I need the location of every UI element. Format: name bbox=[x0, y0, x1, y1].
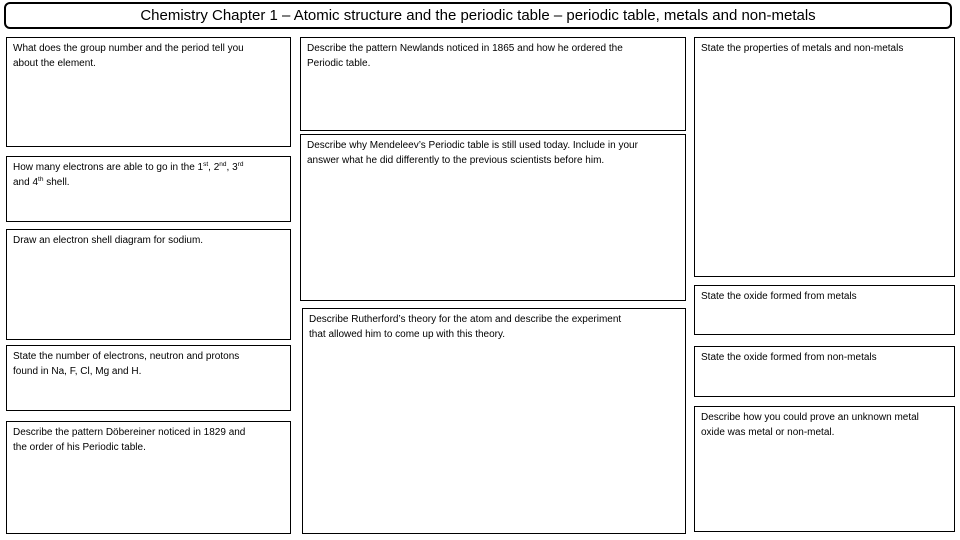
question-box-electrons-per-shell[interactable] bbox=[6, 156, 291, 222]
question-prompt: State the oxide formed from non-metals bbox=[701, 352, 877, 363]
question-box-unknown-oxide[interactable] bbox=[694, 406, 955, 532]
question-box-dobereiner[interactable] bbox=[6, 421, 291, 534]
question-box-electron-shell-diagram[interactable] bbox=[6, 229, 291, 340]
question-prompt: State the oxide formed from metals bbox=[701, 291, 857, 302]
question-box-newlands[interactable] bbox=[300, 37, 686, 131]
question-box-subatomic-particles[interactable] bbox=[6, 345, 291, 411]
page-title bbox=[4, 2, 952, 29]
question-prompt: Draw an electron shell diagram for sodium. bbox=[13, 235, 204, 246]
question-prompt: Describe the pattern Newlands noticed in 1865 and how he ordered the Periodic table. bbox=[307, 43, 623, 69]
question-box-mendeleev[interactable] bbox=[300, 134, 686, 301]
question-box-properties[interactable] bbox=[694, 37, 955, 277]
question-prompt: State the properties of metals and non-metals bbox=[701, 43, 904, 54]
question-box-group-period[interactable] bbox=[6, 37, 291, 147]
question-prompt: How many electrons are able to go in the 1st, 2nd, 3rd and 4th shell. bbox=[13, 161, 244, 188]
question-prompt: Describe Rutherford’s theory for the atom and describe the experiment that allowed him to come up with this theory. bbox=[309, 314, 622, 340]
question-prompt: Describe how you could prove an unknown metal oxide was metal or non-metal. bbox=[701, 412, 919, 438]
question-prompt: Describe why Mendeleev’s Periodic table is still used today. Include in your answer what he did differently to the previous scientists before him. bbox=[307, 140, 638, 166]
question-box-nonmetal-oxide[interactable] bbox=[694, 346, 955, 397]
question-box-rutherford[interactable] bbox=[302, 308, 686, 534]
question-prompt: What does the group number and the period tell you about the element. bbox=[13, 43, 244, 69]
question-prompt: State the number of electrons, neutron and protons found in Na, F, Cl, Mg and H. bbox=[13, 351, 240, 377]
question-box-metal-oxide[interactable] bbox=[694, 285, 955, 335]
page-title-text: Chemistry Chapter 1 – Atomic structure and the periodic table – periodic table, metals and non-metals bbox=[140, 7, 816, 24]
question-prompt: Describe the pattern Döbereiner noticed in 1829 and the order of his Periodic table. bbox=[13, 427, 246, 453]
